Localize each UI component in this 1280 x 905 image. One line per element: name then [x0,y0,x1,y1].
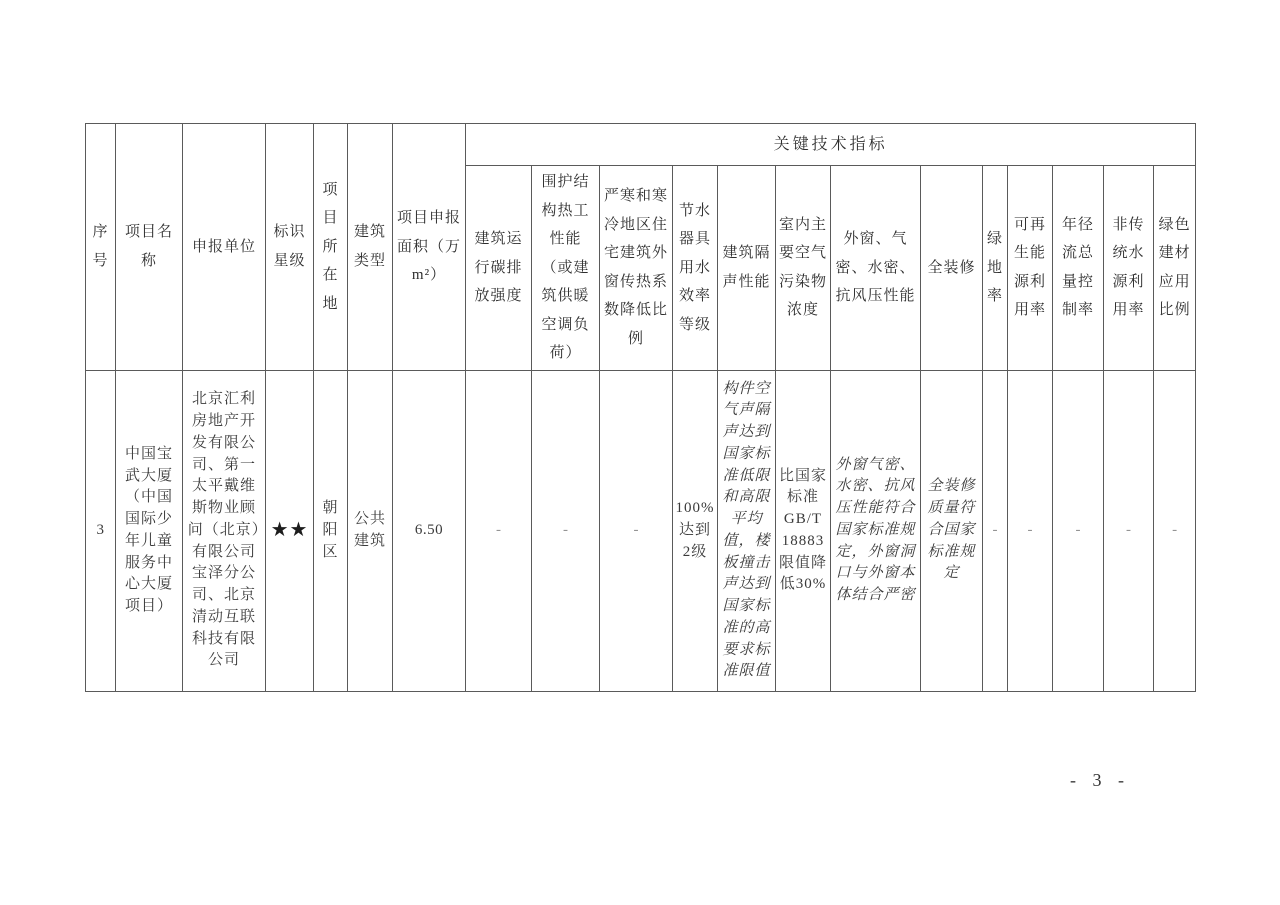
cell-carbon-intensity: - [466,370,532,692]
cell-star-rating: ★★ [266,370,314,692]
cell-project-name: 中国宝武大厦（中国国际少年儿童服务中心大厦项目） [116,370,183,692]
col-header-green-materials: 绿色建材应用比例 [1154,166,1196,371]
cell-building-type: 公共建筑 [348,370,393,692]
cell-green-materials: - [1154,370,1196,692]
col-header-envelope-thermal: 围护结构热工性能（或建筑供暖空调负荷） [532,166,600,371]
cell-sound-insulation: 构件空气声隔声达到国家标准低限和高限平均值，楼板撞击声达到国家标准的高要求标准限值 [718,370,776,692]
col-header-area: 项目申报面积（万m²） [393,124,466,371]
col-header-non-traditional-water: 非传统水源利用率 [1104,166,1154,371]
header-row-group [86,124,1196,166]
col-header-location: 项目所在地 [314,124,348,371]
col-header-applicant: 申报单位 [183,124,266,371]
col-header-green-ratio: 绿地率 [983,166,1008,371]
cell-location: 朝阳区 [314,370,348,692]
projects-table [85,123,1196,692]
col-header-key-indicators: 关键技术指标 [466,124,1196,166]
cell-non-traditional-water: - [1104,370,1154,692]
cell-full-decoration: 全装修质量符合国家标准规定 [921,370,983,692]
col-header-runoff-control: 年径流总量控制率 [1053,166,1104,371]
cell-indoor-air: 比国家标准GB/T 18883限值降低30% [776,370,831,692]
page-number: - 3 - [1070,770,1130,790]
col-header-water-efficiency: 节水器具用水效率等级 [673,166,718,371]
cell-water-efficiency: 100%达到2级 [673,370,718,692]
col-header-carbon-intensity: 建筑运行碳排放强度 [466,166,532,371]
col-header-cold-region-window: 严寒和寒冷地区住宅建筑外窗传热系数降低比例 [600,166,673,371]
cell-green-ratio: - [983,370,1008,692]
cell-area: 6.50 [393,370,466,692]
cell-seq: 3 [86,370,116,692]
col-header-sound-insulation: 建筑隔声性能 [718,166,776,371]
cell-cold-region-window: - [600,370,673,692]
col-header-renewable-energy: 可再生能源利用率 [1008,166,1053,371]
cell-renewable-energy: - [1008,370,1053,692]
cell-applicant: 北京汇利房地产开发有限公司、第一太平戴维斯物业顾问（北京）有限公司宝泽分公司、北京清动互联科技有限公司 [183,370,266,692]
col-header-star-rating: 标识星级 [266,124,314,371]
table-row [86,370,1196,692]
col-header-project-name: 项目名称 [116,124,183,371]
col-header-building-type: 建筑类型 [348,124,393,371]
col-header-window-performance: 外窗、气密、水密、抗风压性能 [831,166,921,371]
cell-window-performance: 外窗气密、水密、抗风压性能符合国家标准规定，外窗洞口与外窗本体结合严密 [831,370,921,692]
col-header-full-decoration: 全装修 [921,166,983,371]
col-header-seq: 序号 [86,124,116,371]
cell-runoff-control: - [1053,370,1104,692]
col-header-indoor-air: 室内主要空气污染物浓度 [776,166,831,371]
cell-envelope-thermal: - [532,370,600,692]
